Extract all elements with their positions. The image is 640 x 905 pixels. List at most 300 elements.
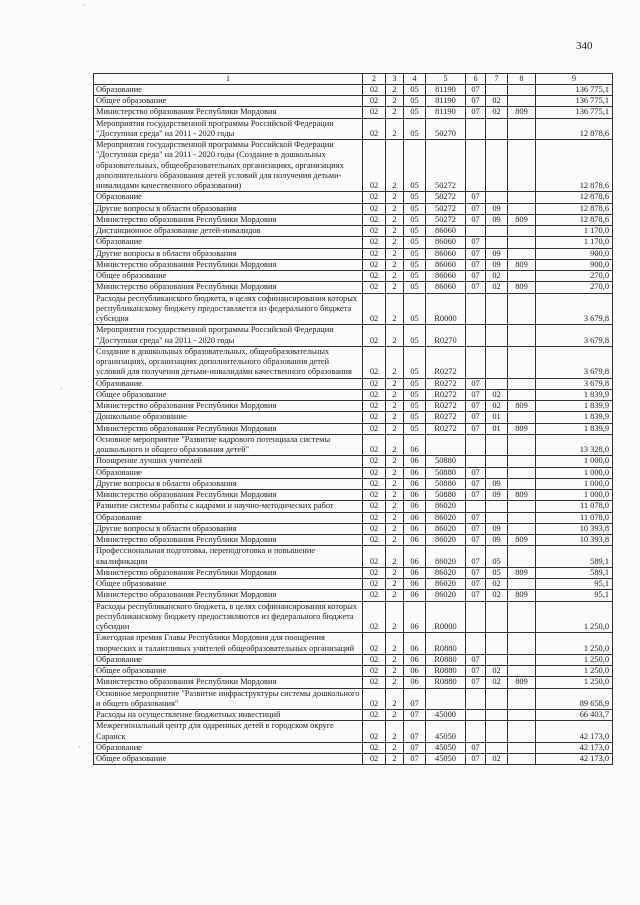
code-col7: 05	[486, 567, 508, 578]
code-col7: 02	[486, 107, 508, 118]
row-name: Поощрение лучших учителей	[94, 456, 363, 467]
code-col8	[508, 203, 536, 214]
row-name: Создание в дошкольных образовательных, общеобразовательных организациях, организациях дополнительного образования детей условий для получения детьми-инвалидами качественного образования	[94, 346, 363, 378]
table-row	[94, 389, 613, 400]
code-col3: 2	[386, 601, 404, 633]
code-col8	[508, 478, 536, 489]
row-amount: 42 173,0	[536, 742, 613, 753]
code-col4: 06	[404, 567, 426, 578]
code-col6: 07	[466, 259, 486, 270]
code-col7	[486, 501, 508, 512]
table-row	[94, 666, 613, 677]
code-col7	[486, 346, 508, 378]
code-col3: 2	[386, 226, 404, 237]
code-col6	[466, 346, 486, 378]
table-row	[94, 293, 613, 325]
code-col3: 2	[386, 96, 404, 107]
code-col8: 809	[508, 535, 536, 546]
code-col5: 45050	[426, 742, 466, 753]
code-col4: 05	[404, 226, 426, 237]
code-col7	[486, 378, 508, 389]
row-name: Основное мероприятие "Развитие инфраструктуры системы дошкольного и общего образования"	[94, 688, 363, 710]
row-name: Министерство образования Республики Мордовия	[94, 567, 363, 578]
row-name: Образование	[94, 467, 363, 478]
code-col2: 02	[363, 490, 386, 501]
code-col4: 06	[404, 579, 426, 590]
code-col2: 02	[363, 467, 386, 478]
table-row	[94, 688, 613, 710]
code-col5: R0880	[426, 633, 466, 655]
code-col2: 02	[363, 501, 386, 512]
table-row	[94, 677, 613, 688]
code-col6: 07	[466, 237, 486, 248]
code-col8	[508, 237, 536, 248]
code-col2: 02	[363, 677, 386, 688]
row-name: Образование	[94, 378, 363, 389]
code-col5: 86060	[426, 282, 466, 293]
code-col3: 2	[386, 456, 404, 467]
code-col4: 07	[404, 688, 426, 710]
code-col2: 02	[363, 721, 386, 743]
row-amount: 1 839,9	[536, 423, 613, 434]
code-col6	[466, 118, 486, 140]
code-col2: 02	[363, 754, 386, 765]
table-row	[94, 107, 613, 118]
code-col8	[508, 467, 536, 478]
code-col6: 07	[466, 96, 486, 107]
row-amount: 1 839,9	[536, 389, 613, 400]
table-row	[94, 467, 613, 478]
code-col6: 07	[466, 512, 486, 523]
table-row	[94, 203, 613, 214]
row-name: Расходы на осуществление бюджетных инвестиций	[94, 710, 363, 721]
row-name: Министерство образования Республики Мордовия	[94, 677, 363, 688]
code-col3: 2	[386, 512, 404, 523]
code-col5: 86060	[426, 237, 466, 248]
code-col8	[508, 742, 536, 753]
table-row	[94, 633, 613, 655]
code-col4: 06	[404, 535, 426, 546]
code-col6	[466, 688, 486, 710]
code-col3: 2	[386, 535, 404, 546]
code-col6: 07	[466, 546, 486, 568]
code-col3: 2	[386, 677, 404, 688]
code-col3: 2	[386, 666, 404, 677]
code-col8	[508, 412, 536, 423]
code-col2: 02	[363, 523, 386, 534]
code-col2: 02	[363, 601, 386, 633]
code-col4: 05	[404, 378, 426, 389]
table-header-row	[94, 74, 613, 85]
code-col7	[486, 325, 508, 347]
code-col6: 07	[466, 203, 486, 214]
code-col6: 07	[466, 590, 486, 601]
code-col3: 2	[386, 203, 404, 214]
code-col6: 07	[466, 478, 486, 489]
row-name: Министерство образования Республики Мордовия	[94, 535, 363, 546]
code-col3: 2	[386, 412, 404, 423]
row-name: Образование	[94, 237, 363, 248]
code-col2: 02	[363, 456, 386, 467]
code-col7	[486, 654, 508, 665]
code-col3: 2	[386, 84, 404, 95]
code-col8	[508, 666, 536, 677]
code-col4: 07	[404, 754, 426, 765]
code-col3: 2	[386, 401, 404, 412]
row-name: Общее образование	[94, 579, 363, 590]
row-amount: 136 775,1	[536, 96, 613, 107]
row-name: Общее образование	[94, 271, 363, 282]
code-col7	[486, 140, 508, 192]
row-name: Министерство образования Республики Мордовия	[94, 282, 363, 293]
row-amount: 1 170,0	[536, 226, 613, 237]
code-col4: 07	[404, 710, 426, 721]
table-row	[94, 96, 613, 107]
code-col5: 86020	[426, 567, 466, 578]
code-col5: 86020	[426, 579, 466, 590]
table-row	[94, 579, 613, 590]
code-col8	[508, 226, 536, 237]
code-col4: 05	[404, 140, 426, 192]
code-col5: R0272	[426, 401, 466, 412]
code-col5: R0272	[426, 346, 466, 378]
code-col6: 07	[466, 677, 486, 688]
code-col7: 09	[486, 203, 508, 214]
code-col3: 2	[386, 467, 404, 478]
code-col4: 07	[404, 721, 426, 743]
code-col2: 02	[363, 535, 386, 546]
code-col7: 02	[486, 282, 508, 293]
code-col3: 2	[386, 633, 404, 655]
code-col5: 50880	[426, 490, 466, 501]
row-amount: 3 679,8	[536, 293, 613, 325]
row-amount: 12 878,6	[536, 140, 613, 192]
code-col2: 02	[363, 579, 386, 590]
row-amount: 11 078,0	[536, 501, 613, 512]
row-name: Другие вопросы в области образования	[94, 203, 363, 214]
table-body	[94, 84, 613, 765]
row-name: Министерство образования Республики Мордовия	[94, 259, 363, 270]
scan-mark: ·	[82, 0, 85, 10]
code-col5: 86020	[426, 546, 466, 568]
code-col7: 02	[486, 579, 508, 590]
code-col7: 09	[486, 214, 508, 225]
code-col4: 05	[404, 84, 426, 95]
table-row	[94, 248, 613, 259]
code-col8	[508, 523, 536, 534]
row-amount: 1 000,0	[536, 456, 613, 467]
code-col5: 50272	[426, 140, 466, 192]
code-col8: 809	[508, 423, 536, 434]
code-col5: R0270	[426, 325, 466, 347]
code-col6: 07	[466, 282, 486, 293]
column-header: 4	[404, 74, 426, 85]
code-col4: 06	[404, 523, 426, 534]
table-row	[94, 567, 613, 578]
column-header: 5	[426, 74, 466, 85]
code-col3: 2	[386, 378, 404, 389]
code-col4: 06	[404, 666, 426, 677]
code-col7: 09	[486, 490, 508, 501]
code-col7: 02	[486, 666, 508, 677]
code-col7: 02	[486, 401, 508, 412]
code-col7	[486, 512, 508, 523]
code-col6: 07	[466, 389, 486, 400]
row-name: Расходы республиканского бюджета, в целях софинансирования которых республиканскому бюджету предоставляются из федерального бюджета субсидии	[94, 601, 363, 633]
code-col2: 02	[363, 710, 386, 721]
code-col5: 50272	[426, 192, 466, 203]
code-col4: 05	[404, 237, 426, 248]
code-col7: 09	[486, 248, 508, 259]
code-col5: R0880	[426, 677, 466, 688]
code-col8: 809	[508, 590, 536, 601]
code-col8: 809	[508, 282, 536, 293]
code-col7: 01	[486, 412, 508, 423]
code-col7: 02	[486, 389, 508, 400]
code-col2: 02	[363, 282, 386, 293]
row-amount: 1 000,0	[536, 490, 613, 501]
code-col4: 05	[404, 282, 426, 293]
code-col8: 809	[508, 107, 536, 118]
code-col8: 809	[508, 567, 536, 578]
code-col4: 05	[404, 259, 426, 270]
code-col7	[486, 710, 508, 721]
row-name: Расходы республиканского бюджета, в целях софинансирования которых республиканскому бюджету предоставляется из федерального бюджета субсидия	[94, 293, 363, 325]
code-col6: 07	[466, 401, 486, 412]
code-col8	[508, 389, 536, 400]
row-amount: 1 250,0	[536, 666, 613, 677]
code-col3: 2	[386, 271, 404, 282]
page-number: 340	[576, 40, 593, 52]
row-name: Общее образование	[94, 666, 363, 677]
table-row	[94, 742, 613, 753]
code-col8	[508, 710, 536, 721]
code-col3: 2	[386, 688, 404, 710]
code-col7: 02	[486, 590, 508, 601]
code-col8	[508, 192, 536, 203]
code-col6	[466, 601, 486, 633]
code-col4: 06	[404, 590, 426, 601]
code-col4: 05	[404, 107, 426, 118]
code-col7	[486, 84, 508, 95]
code-col5: R0272	[426, 423, 466, 434]
code-col6: 07	[466, 248, 486, 259]
row-name: Основное мероприятие "Развитие кадрового потенциала системы дошкольного и общего образования детей"	[94, 434, 363, 456]
code-col3: 2	[386, 192, 404, 203]
code-col7: 09	[486, 535, 508, 546]
code-col5: 81190	[426, 96, 466, 107]
code-col8: 809	[508, 259, 536, 270]
row-name: Дистанционное образование детей-инвалидов	[94, 226, 363, 237]
budget-table	[93, 73, 613, 765]
code-col6	[466, 456, 486, 467]
row-amount: 1 170,0	[536, 237, 613, 248]
code-col4: 06	[404, 633, 426, 655]
code-col2: 02	[363, 203, 386, 214]
code-col2: 02	[363, 688, 386, 710]
table-row	[94, 192, 613, 203]
table-row	[94, 140, 613, 192]
table-row	[94, 654, 613, 665]
code-col5: 86020	[426, 512, 466, 523]
code-col6: 07	[466, 742, 486, 753]
code-col6: 07	[466, 412, 486, 423]
code-col4: 06	[404, 601, 426, 633]
code-col7	[486, 293, 508, 325]
row-amount: 66 403,7	[536, 710, 613, 721]
code-col5: R0000	[426, 293, 466, 325]
code-col8: 809	[508, 490, 536, 501]
row-name: Министерство образования Республики Мордовия	[94, 401, 363, 412]
table-row	[94, 282, 613, 293]
code-col7: 02	[486, 96, 508, 107]
code-col8	[508, 512, 536, 523]
row-amount: 10 393,8	[536, 523, 613, 534]
code-col5: R0880	[426, 666, 466, 677]
code-col2: 02	[363, 512, 386, 523]
table-row	[94, 523, 613, 534]
code-col4: 06	[404, 677, 426, 688]
row-amount: 10 393,8	[536, 535, 613, 546]
code-col8	[508, 346, 536, 378]
code-col3: 2	[386, 118, 404, 140]
row-amount: 3 679,8	[536, 325, 613, 347]
row-name: Министерство образования Республики Мордовия	[94, 423, 363, 434]
code-col5: R0272	[426, 389, 466, 400]
row-name: Развитие системы работы с кадрами и научно-методических работ	[94, 501, 363, 512]
code-col2: 02	[363, 107, 386, 118]
row-amount: 3 679,8	[536, 346, 613, 378]
code-col4: 05	[404, 325, 426, 347]
scan-mark: ·	[60, 384, 63, 394]
code-col2: 02	[363, 389, 386, 400]
row-amount: 900,0	[536, 259, 613, 270]
code-col6: 07	[466, 666, 486, 677]
table-row	[94, 271, 613, 282]
row-name: Ежегодная премия Главы Республики Мордовия для поощрения творческих и талантливых учителей общеобразовательных организаций	[94, 633, 363, 655]
code-col8	[508, 271, 536, 282]
code-col7	[486, 226, 508, 237]
code-col6	[466, 434, 486, 456]
code-col6: 07	[466, 423, 486, 434]
code-col6	[466, 226, 486, 237]
row-amount: 12 878,6	[536, 214, 613, 225]
code-col7: 05	[486, 546, 508, 568]
code-col3: 2	[386, 214, 404, 225]
row-amount: 1 250,0	[536, 654, 613, 665]
code-col7: 02	[486, 271, 508, 282]
code-col3: 2	[386, 742, 404, 753]
table-row	[94, 754, 613, 765]
code-col3: 2	[386, 282, 404, 293]
code-col8	[508, 654, 536, 665]
code-col2: 02	[363, 478, 386, 489]
code-col8: 809	[508, 214, 536, 225]
row-amount: 589,1	[536, 567, 613, 578]
code-col5: 81190	[426, 84, 466, 95]
row-name: Мероприятия государственной программы Российской Федерации "Доступная среда" на 2011 - 2020 годы	[94, 325, 363, 347]
code-col4: 05	[404, 248, 426, 259]
code-col4: 06	[404, 478, 426, 489]
row-name: Образование	[94, 84, 363, 95]
code-col2: 02	[363, 237, 386, 248]
code-col7: 09	[486, 259, 508, 270]
row-amount: 42 173,0	[536, 721, 613, 743]
code-col2: 02	[363, 654, 386, 665]
code-col5: 45000	[426, 710, 466, 721]
code-col2: 02	[363, 434, 386, 456]
row-name: Образование	[94, 192, 363, 203]
row-name: Образование	[94, 742, 363, 753]
code-col4: 05	[404, 203, 426, 214]
code-col5: R0000	[426, 601, 466, 633]
row-amount: 89 658,9	[536, 688, 613, 710]
code-col2: 02	[363, 96, 386, 107]
table-row	[94, 512, 613, 523]
table-row	[94, 478, 613, 489]
code-col3: 2	[386, 248, 404, 259]
table-row	[94, 412, 613, 423]
code-col8	[508, 118, 536, 140]
code-col5: R0272	[426, 412, 466, 423]
code-col5: 86060	[426, 271, 466, 282]
row-name: Профессиональная подготовка, переподготовка и повышение квалификации	[94, 546, 363, 568]
code-col2: 02	[363, 293, 386, 325]
code-col2: 02	[363, 412, 386, 423]
code-col6	[466, 140, 486, 192]
table-row	[94, 214, 613, 225]
row-name: Общее образование	[94, 96, 363, 107]
code-col5: 50880	[426, 456, 466, 467]
table-row	[94, 118, 613, 140]
row-name: Дошкольное образование	[94, 412, 363, 423]
code-col8: 809	[508, 677, 536, 688]
code-col6	[466, 721, 486, 743]
code-col7	[486, 192, 508, 203]
row-amount: 136 775,1	[536, 107, 613, 118]
row-amount: 1 839,9	[536, 412, 613, 423]
code-col2: 02	[363, 346, 386, 378]
row-name: Министерство образования Республики Мордовия	[94, 490, 363, 501]
code-col5: 86060	[426, 259, 466, 270]
code-col2: 02	[363, 423, 386, 434]
table-row	[94, 84, 613, 95]
row-name: Министерство образования Республики Мордовия	[94, 214, 363, 225]
row-amount: 900,0	[536, 248, 613, 259]
code-col2: 02	[363, 401, 386, 412]
code-col6: 07	[466, 535, 486, 546]
row-amount: 1 250,0	[536, 601, 613, 633]
row-name: Министерство образования Республики Мордовия	[94, 107, 363, 118]
code-col2: 02	[363, 325, 386, 347]
code-col3: 2	[386, 523, 404, 534]
code-col2: 02	[363, 214, 386, 225]
code-col8	[508, 601, 536, 633]
code-col5	[426, 434, 466, 456]
code-col7: 02	[486, 677, 508, 688]
table-row	[94, 546, 613, 568]
table-row	[94, 259, 613, 270]
table-row	[94, 346, 613, 378]
code-col2: 02	[363, 546, 386, 568]
code-col6: 07	[466, 378, 486, 389]
table-row	[94, 710, 613, 721]
row-name: Мероприятия государственной программы Российской Федерации "Доступная среда" на 2011 - 2020 годы	[94, 118, 363, 140]
code-col2: 02	[363, 118, 386, 140]
code-col8	[508, 248, 536, 259]
code-col5: R0880	[426, 654, 466, 665]
code-col3: 2	[386, 259, 404, 270]
